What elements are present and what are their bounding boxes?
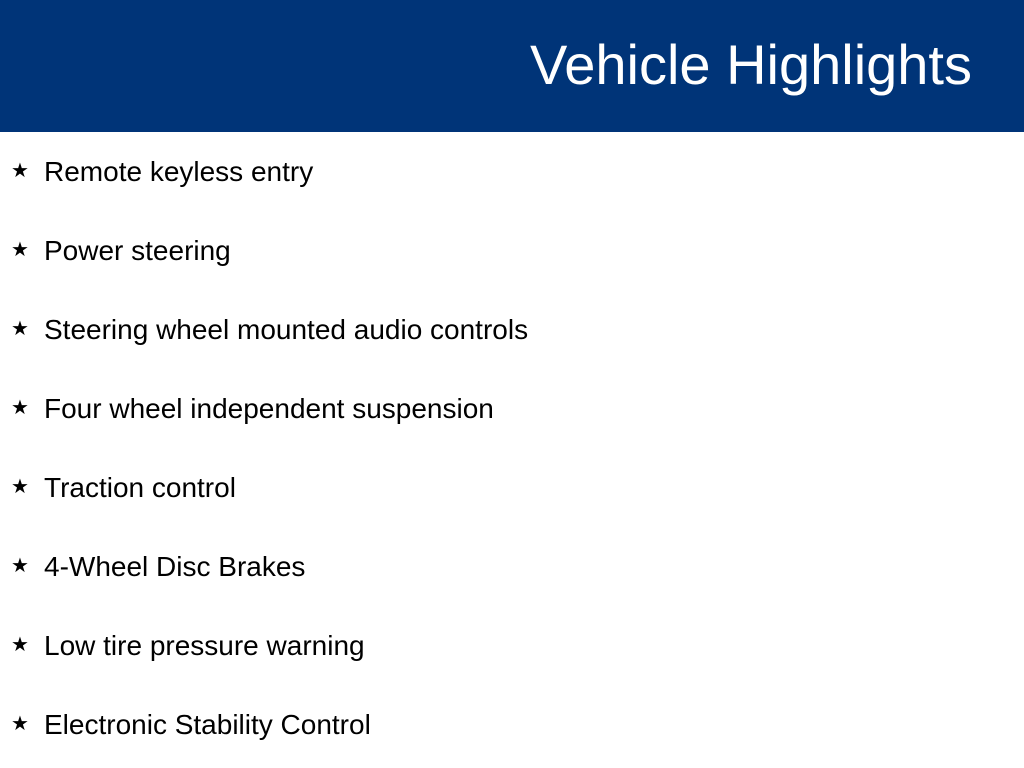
feature-label: Traction control <box>44 472 236 503</box>
star-icon: ★ <box>11 553 29 577</box>
header-band <box>0 0 1024 132</box>
list-item <box>0 385 528 464</box>
feature-label: Steering wheel mounted audio controls <box>44 314 529 345</box>
star-icon: ★ <box>11 632 29 656</box>
feature-label: Four wheel independent suspension <box>44 393 494 424</box>
list-item <box>0 227 528 306</box>
feature-label: Power steering <box>44 235 231 266</box>
star-icon: ★ <box>11 474 29 498</box>
feature-label: Low tire pressure warning <box>44 630 365 661</box>
list-item <box>0 622 528 701</box>
list-item <box>0 148 528 227</box>
feature-label: 4-Wheel Disc Brakes <box>44 551 306 582</box>
list-item <box>0 464 528 543</box>
list-item <box>0 701 528 768</box>
feature-list <box>0 148 528 768</box>
list-item <box>0 306 528 385</box>
star-icon: ★ <box>11 395 29 419</box>
list-item <box>0 543 528 622</box>
star-icon: ★ <box>11 316 29 340</box>
feature-label: Remote keyless entry <box>44 156 314 187</box>
star-icon: ★ <box>11 711 29 735</box>
slide-title: Vehicle Highlights <box>529 33 972 96</box>
feature-label: Electronic Stability Control <box>44 709 371 740</box>
star-icon: ★ <box>11 158 29 182</box>
star-icon: ★ <box>11 237 29 261</box>
